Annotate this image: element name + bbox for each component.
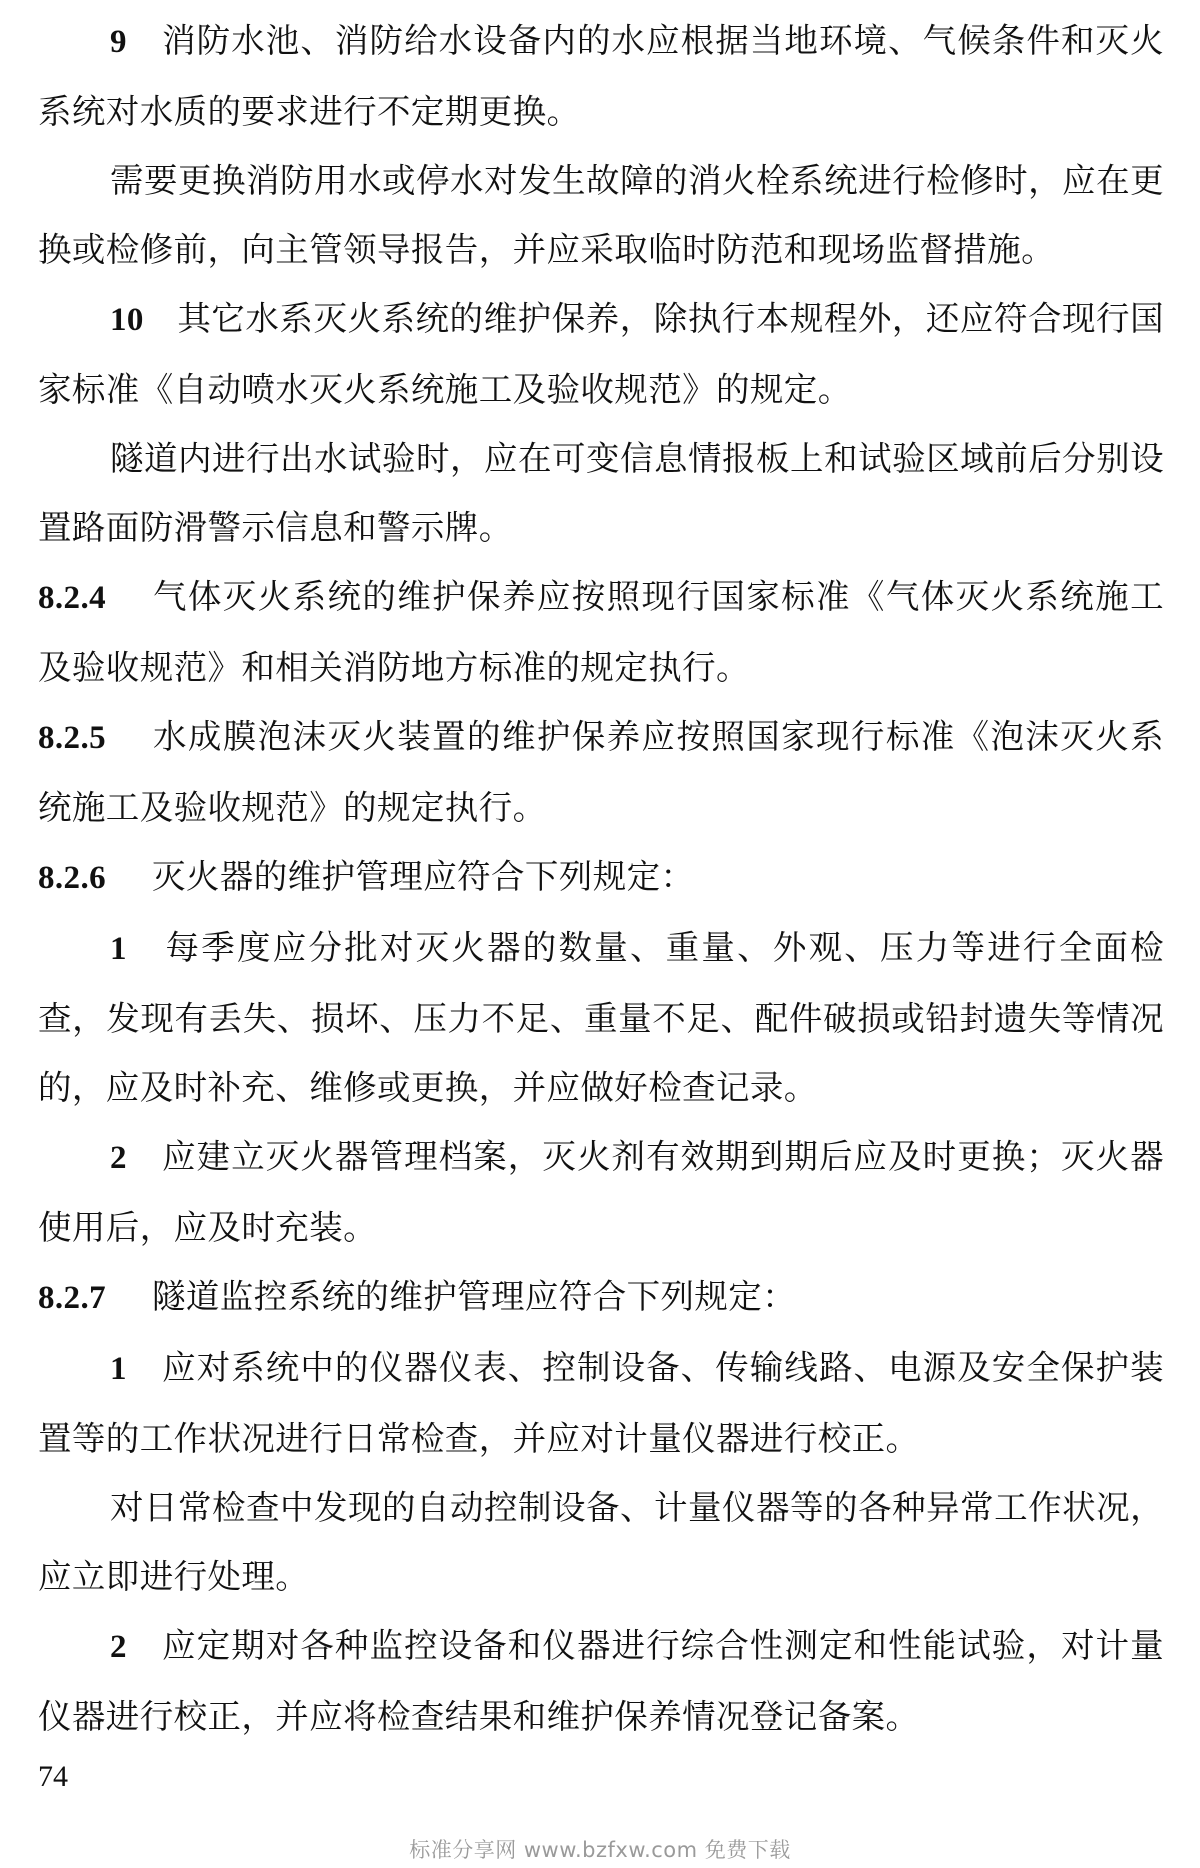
clause-number: 8.2.4 (38, 580, 106, 616)
watermark: 标准分享网 www.bzfxw.com 免费下载 (409, 1838, 791, 1862)
clause-text: 灭火器的维护管理应符合下列规定： (152, 857, 695, 896)
note-text: 需要更换消防用水或停水对发生故障的消火栓系统进行检修时，应在更换或检修前，向主管领导报告，并应采取临时防范和现场监督措施。 (38, 161, 1164, 269)
item-text: 应对系统中的仪器仪表、控制设备、传输线路、电源及安全保护装置等的工作状况进行日常检查，并应对计量仪器进行校正。 (38, 1348, 1164, 1458)
note-text: 对日常检查中发现的自动控制设备、计量仪器等的各种异常工作状况，应立即进行处理。 (38, 1488, 1164, 1596)
item-text: 消防水池、消防给水设备内的水应根据当地环境、气候条件和灭火系统对水质的要求进行不定期更换。 (38, 21, 1164, 131)
item-9 (38, 6, 1164, 146)
clause-text: 隧道监控系统的维护管理应符合下列规定： (152, 1277, 797, 1316)
item-1 (38, 1333, 1164, 1473)
item-text: 每季度应分批对灭火器的数量、重量、外观、压力等进行全面检查，发现有丢失、损坏、压力不足、重量不足、配件破损或铅封遗失等情况的，应及时补充、维修或更换，并应做好检查记录。 (38, 928, 1164, 1107)
item-2 (38, 1611, 1164, 1751)
item-1 (38, 913, 1164, 1122)
note-paragraph (38, 146, 1164, 284)
page-number: 74 (38, 1760, 68, 1793)
item-number: 10 (110, 302, 144, 338)
clause-8-2-5 (38, 702, 1164, 842)
item-number: 2 (110, 1629, 127, 1665)
item-number: 9 (110, 24, 127, 60)
item-10 (38, 284, 1164, 424)
clause-8-2-4 (38, 562, 1164, 702)
clause-text: 水成膜泡沫灭火装置的维护保养应按照国家现行标准《泡沫灭火系统施工及验收规范》的规定执行。 (38, 717, 1164, 827)
item-number: 2 (110, 1140, 127, 1176)
item-text: 其它水系灭火系统的维护保养，除执行本规程外，还应符合现行国家标准《自动喷水灭火系统施工及验收规范》的规定。 (38, 299, 1164, 409)
note-paragraph (38, 424, 1164, 562)
clause-number: 8.2.6 (38, 860, 106, 896)
note-paragraph (38, 1473, 1164, 1611)
item-number: 1 (110, 931, 127, 967)
clause-text: 气体灭火系统的维护保养应按照现行国家标准《气体灭火系统施工及验收规范》和相关消防地方标准的规定执行。 (38, 577, 1164, 687)
clause-number: 8.2.5 (38, 720, 106, 756)
clause-8-2-7 (38, 1262, 1164, 1333)
clause-8-2-6 (38, 842, 1164, 913)
item-2 (38, 1122, 1164, 1262)
item-text: 应建立灭火器管理档案，灭火剂有效期到期后应及时更换；灭火器使用后，应及时充装。 (38, 1137, 1164, 1247)
clause-number: 8.2.7 (38, 1280, 106, 1316)
body-text (38, 6, 1164, 1751)
item-number: 1 (110, 1351, 127, 1387)
note-text: 隧道内进行出水试验时，应在可变信息情报板上和试验区域前后分别设置路面防滑警示信息和警示牌。 (38, 439, 1164, 547)
item-text: 应定期对各种监控设备和仪器进行综合性测定和性能试验，对计量仪器进行校正，并应将检查结果和维护保养情况登记备案。 (38, 1626, 1164, 1736)
